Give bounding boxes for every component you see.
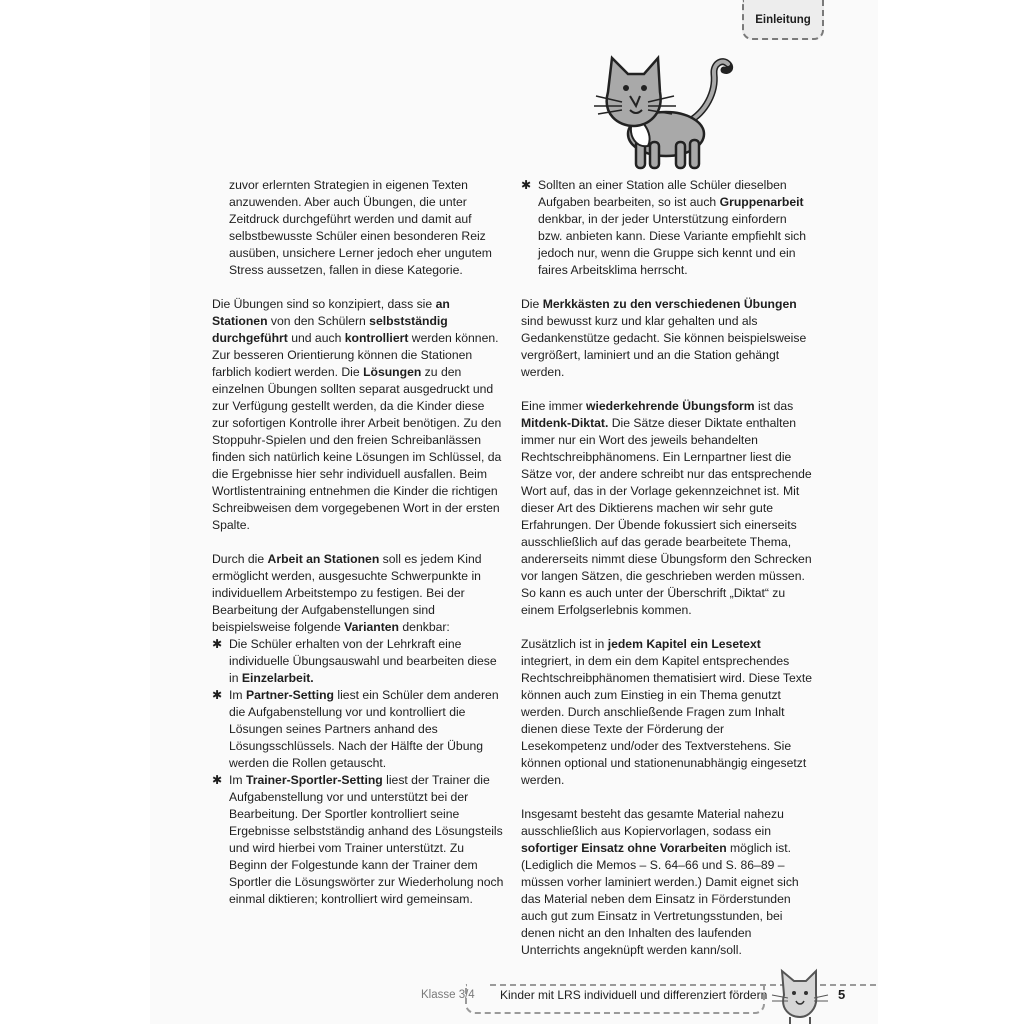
right-column (521, 177, 813, 976)
footer-book-title: Kinder mit LRS individuell und differenziert fördern (500, 988, 768, 1002)
cat-illustration-icon (770, 965, 830, 1024)
left-paragraph-variants: Durch die Arbeit an Stationen soll es jedem Kind ermöglicht werden, ausgesuchte Schwerpunkte in individuellem Arbeitstempo zu festigen. Bei der Bearbeitung der Aufgabenstellungen sind beispielsweise folgende Varianten denkbar: (212, 552, 482, 634)
list-item: ✱ Sollten an einer Station alle Schüler dieselben Aufgaben bearbeiten, so ist auch Gruppenarbeit denkbar, in der jeder Unterstützung einfordern bzw. anbieten kann. Diese Variante empfiehlt sich jedoch nur, wenn die Gruppe sich kennt und ein faires Arbeitsklima herrscht. (521, 178, 807, 277)
left-column (212, 177, 504, 925)
list-item: ✱ Im Partner-Setting liest ein Schüler dem anderen die Aufgabenstellung vor und kontrolliert die Lösungen seines Partners anhand des Lösungsschlüssels. Nach der Hälfte der Übung werden die Rollen getauscht. (212, 688, 499, 770)
list-item: ✱ Die Schüler erhalten von der Lehrkraft eine individuelle Übungsauswahl und bearbeiten diese in Einzelarbeit. (212, 637, 497, 685)
left-paragraph-stations: Die Übungen sind so konzipiert, dass sie an Stationen von den Schülern selbstständig durchgeführt und auch kontrolliert werden können. Zur besseren Orientierung können die Stationen farblich kodiert werden. Die Lösungen zu den einzelnen Übungen sollten separat ausgedruckt und zur Verfügung gestellt werden, da die Kinder diese zur sofortigen Kontrolle ihrer Arbeit benötigen. Zu den Stoppuhr-Spielen und den freien Schreibanlässen finden sich natürlich keine Lösungen im Schlüssel, da die Ergebnisse hier sehr individuell ausfallen. Beim Wortlistentraining entnehmen die Kinder die richtigen Schreibweisen dem vorgegebenen Wort in der ersten Spalte. (212, 297, 502, 532)
asterisk-icon: ✱ (212, 637, 223, 651)
asterisk-icon: ✱ (212, 688, 223, 702)
right-paragraph-material: Insgesamt besteht das gesamte Material nahezu ausschließlich aus Kopiervorlagen, sodass ein sofortiger Einsatz ohne Vorarbeiten möglich ist. (Lediglich die Memos – S. 64–66 und S. 86–89 – müssen vorher laminiert werden.) Damit eignet sich das Material neben dem Einsatz in Förderstunden auch gut zum Einsatz in Vertretungsstunden, bei denen nicht an den Inhalten des laufenden Unterrichts angeknüpft werden kann/soll. (521, 807, 799, 957)
left-continuation-paragraph: zuvor erlernten Strategien in eigenen Texten anzuwenden. Aber auch Übungen, die unter Zeitdruck durchgeführt werden und damit auf selbstbewusste Schüler einen besonderen Reiz ausüben, unsichere Lerner jedoch eher ungutem Stress aussetzen, fallen in diese Kategorie. (229, 178, 492, 277)
right-paragraph-merkkaesten: Die Merkkästen zu den verschiedenen Übungen sind bewusst kurz und klar gehalten und als Gedankenstütze gedacht. Sie können beispielsweise vergrößert, laminiert und an die Station gehängt werden. (521, 297, 807, 379)
list-item: ✱ Im Trainer-Sportler-Setting liest der Trainer die Aufgabenstellung vor und unterstützt bei der Bearbeitung. Der Sportler kontrolliert seine Ergebnisse selbstständig anhand des Lösungsteils und wird hierbei vom Trainer unterstützt. Zu Beginn der Folgestunde kann der Trainer dem Sportler die Lösungswörter zur Wiederholung noch einmal diktieren; kontrolliert wird gemeinsam. (212, 773, 504, 906)
section-tab: Einleitung (742, 0, 824, 40)
right-paragraph-lesetext: Zusätzlich ist in jedem Kapitel ein Lesetext integriert, in dem ein dem Kapitel entsprechendes Rechtschreibphänomen thematisiert wird. Diese Texte können auch zum Einstieg in ein Thema genutzt werden. Durch anschließende Fragen zum Inhalt dienen diese Texte der Förderung der Lesekompetenz und/oder des Textverstehens. Sie können optional und stationenunabhängig eingesetzt werden. (521, 637, 813, 787)
group-work-list (521, 177, 813, 279)
cat-illustration-icon (588, 52, 738, 174)
asterisk-icon: ✱ (521, 178, 532, 192)
right-paragraph-diktat: Eine immer wiederkehrende Übungsform ist das Mitdenk-Diktat. Die Sätze dieser Diktate enthalten immer nur ein Wort des jeweils behandelten Rechtschreibphänomens. Ein Lernpartner liest die Sätze vor, der andere schreibt nur das entsprechende Wort auf, das in der Vorlage gekennzeichnet ist. Mit dieser Art des Diktierens machen wir sehr gute Erfahrungen. Der Übende fokussiert sich einerseits ausschließlich auf das gerade bearbeitete Thema, andererseits nimmt diese Übungsform den Schrecken vor langen Sätzen, die geschrieben werden müssen. So kann es auch unter der Überschrift „Diktat“ zu einem Erfolgserlebnis kommen. (521, 399, 812, 617)
asterisk-icon: ✱ (212, 773, 223, 787)
footer-class-label: Klasse 3/4 (421, 989, 475, 1001)
page-number: 5 (838, 987, 846, 1002)
variants-list (212, 636, 504, 908)
